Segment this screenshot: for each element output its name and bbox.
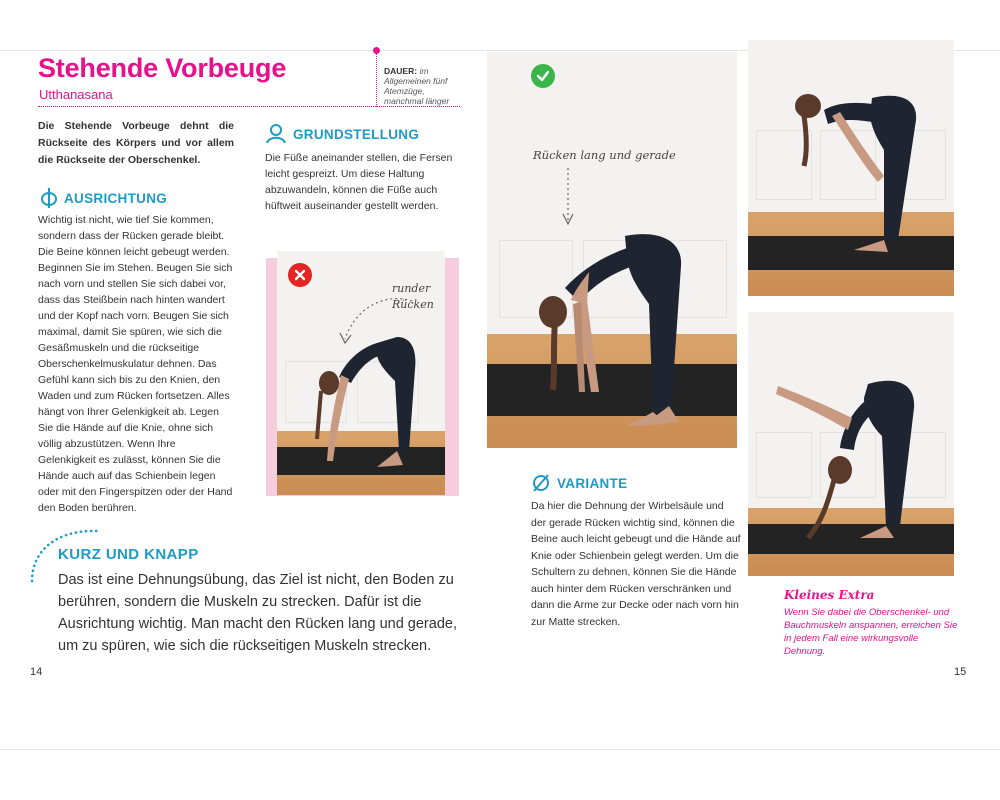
section-heading-grundstellung <box>265 124 419 144</box>
section-heading-label: AUSRICHTUNG <box>64 190 168 206</box>
page-number-left: 14 <box>30 666 43 678</box>
caption-wrong-2: Rücken <box>392 298 434 311</box>
down-arrow <box>561 168 575 228</box>
figure-hands-on-knees <box>748 40 954 296</box>
summary-text: Das ist eine Dehnungsübung, das Ziel ist nicht, den Boden zu berühren, sondern die Muskeln zu strecken. Dafür ist die Ausrichtung wichtig. Man macht den Rücken lang und gerade, um zu spüren, wie sich die rückseitigen Muskeln strecken. <box>58 572 457 654</box>
cross-icon <box>294 269 306 281</box>
summary-heading: KURZ UND KNAPP <box>58 546 199 563</box>
duration-text: im Allgemeinen fünf Atemzüge, manchmal länger <box>384 66 450 106</box>
grundstellung-text: Die Füße aneinander stellen, die Fersen leicht gespreizt. Um diese Haltung abzuwandeln, können die Füße auch hüftweit auseinander gestellt werden. <box>265 152 453 212</box>
duration-label: DAUER: <box>384 66 418 76</box>
photo-variant-hands-on-knees <box>748 40 954 296</box>
extra-title: Kleines Extra <box>784 588 875 602</box>
correct-badge <box>531 64 555 88</box>
section-heading-ausrichtung <box>40 187 167 209</box>
ausrichtung-text: Wichtig ist nicht, wie tief Sie kommen, sondern dass der Rücken gerade bleibt. Die Beine können leicht gebeugt werden. Beginnen Sie im Stehen. Beugen Sie sich nach vorn und stellen Sie sich dabei vor, dass das Steißbein nach hinten wandert und der Kopf nach vorn. Beugen Sie sich maximal, damit Sie spüren, wie sich die Gesäßmuskeln und die rückseitige Oberschenkelmuskulatur dehnen. Das Gefühl kann sich bis zu den Knien, den Waden und zum Rücken fortsetzen. Alles hängt von Ihrer Gelenkigkeit ab. Legen Sie die Hände auf die Knie, ohne sich völlig abzustützen. Wenn Ihre Gelenkigkeit es zulässt, können Sie die Hände auch auf das Schienbein legen oder mit den Fingerspitzen oder der Hand den Boden berühren. <box>38 214 233 514</box>
check-icon <box>536 70 550 82</box>
extra-text: Wenn Sie dabei die Oberschenkel- und Bauchmuskeln anspannen, erreichen Sie in jedem Fall eine wirkungsvolle Dehnung. <box>784 607 958 657</box>
dauer-divider <box>376 51 377 107</box>
figure-arms-up <box>748 312 954 576</box>
photo-correct-pose <box>487 52 737 448</box>
page-number-right: 15 <box>954 666 967 678</box>
intro-text: Die Stehende Vorbeuge dehnt die Rückseite des Körpers und vor allem die Rückseite der Oberschenkel. <box>38 120 234 166</box>
wrong-badge <box>288 263 312 287</box>
figure-straight-back <box>487 52 737 448</box>
alignment-icon <box>40 187 58 209</box>
caption-correct: Rücken lang und gerade <box>533 148 676 162</box>
page-title: Stehende Vorbeuge <box>38 53 287 83</box>
page-subtitle: Utthanasana <box>39 87 113 102</box>
variant-icon <box>531 473 551 493</box>
section-heading-label: VARIANTE <box>557 475 628 491</box>
section-heading-variante <box>531 473 627 493</box>
title-divider <box>38 106 460 107</box>
duration-note <box>384 66 460 106</box>
variante-text: Da hier die Dehnung der Wirbelsäule und der gerade Rücken wichtig sind, können die Beine auch leicht gebeugt und die Hände auf Knie oder Schienbein gelegt werden. Um die Schultern zu dehnen, können Sie die Hände auch hinter dem Rücken verschränken und dann die Arme zur Decke oder nach vorn hin zur Matte strecken. <box>531 500 741 628</box>
photo-variant-arms-up <box>748 312 954 576</box>
person-icon <box>265 124 287 144</box>
section-heading-label: GRUNDSTELLUNG <box>293 126 420 142</box>
caption-wrong-1: runder <box>392 282 431 295</box>
